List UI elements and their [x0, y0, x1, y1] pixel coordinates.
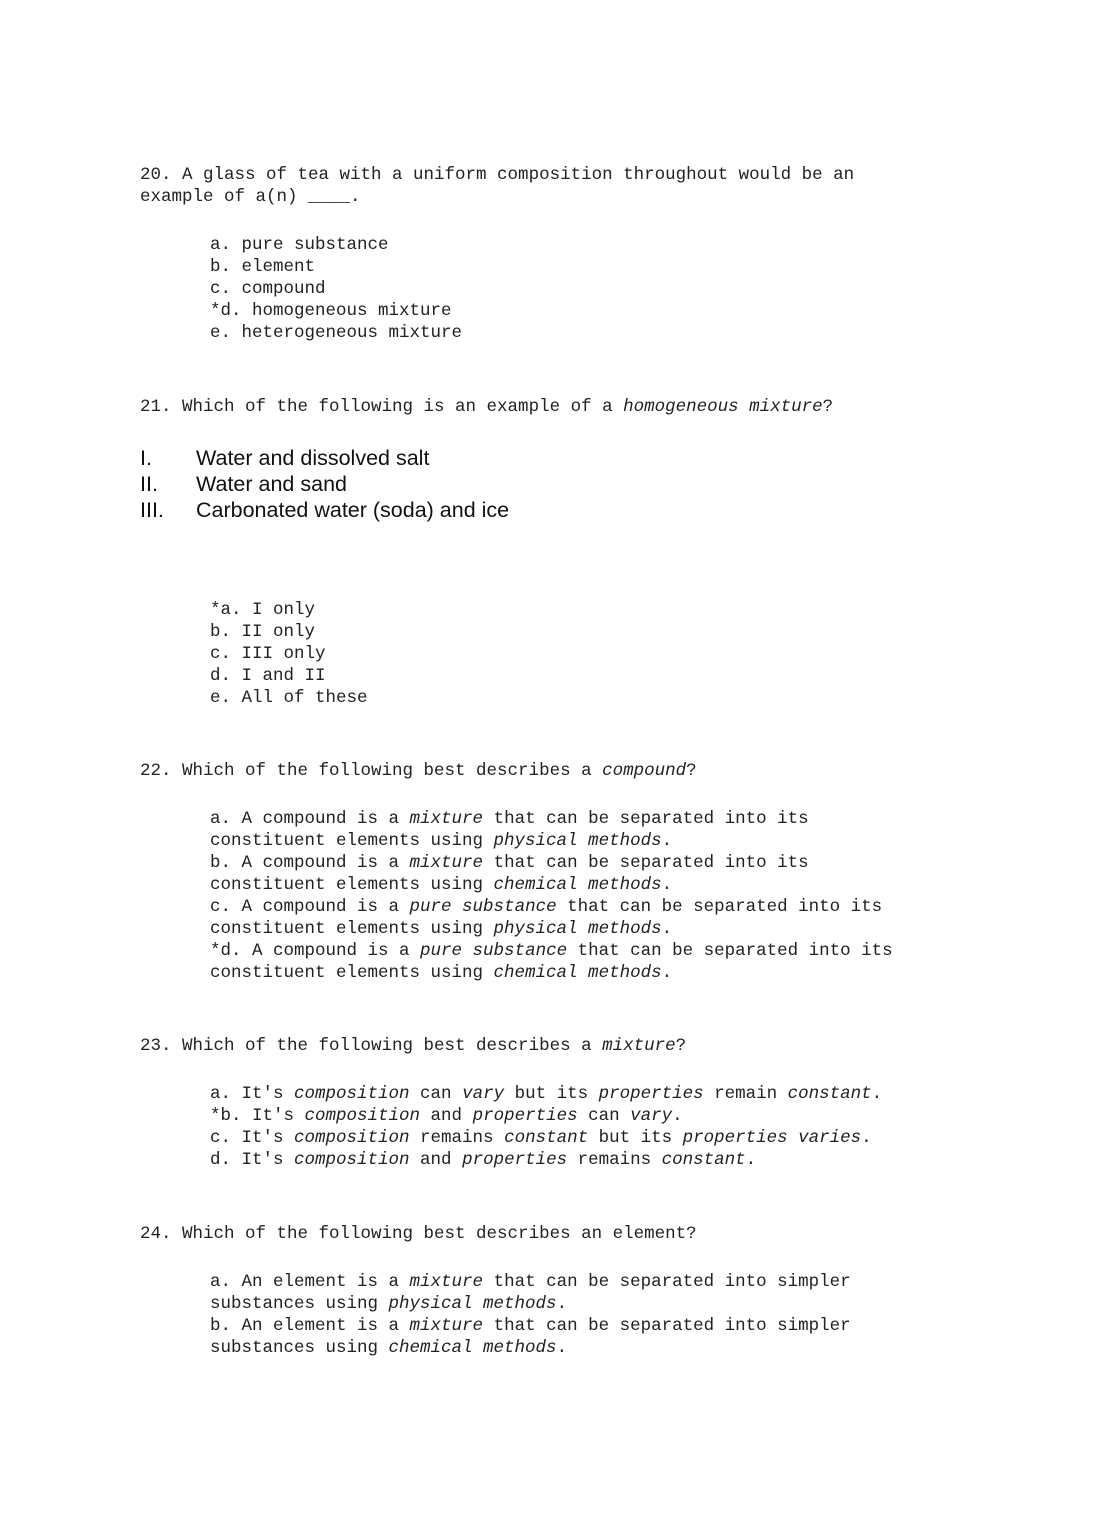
question-23-text: 23. Which of the following best describes a — [140, 1036, 603, 1056]
statement-row — [140, 471, 940, 497]
answer-option-line: constituent elements using physical methods. — [210, 919, 673, 939]
statement-number: II. — [140, 472, 158, 496]
answer-option-line: substances using physical methods. — [210, 1294, 568, 1314]
answer-option-line: constituent elements using physical methods. — [210, 831, 673, 851]
question-24-options — [210, 1271, 1070, 1359]
statement-text: Water and sand — [196, 472, 347, 496]
answer-option: b. II only — [210, 622, 316, 642]
answer-option-line: a. A compound is a mixture that can be separated into its — [210, 809, 809, 829]
question-21-suffix: ? — [822, 397, 834, 417]
question-23-suffix: ? — [675, 1036, 687, 1056]
answer-option: d. I and II — [210, 666, 326, 686]
question-20-options — [210, 234, 1070, 344]
statement-text: Carbonated water (soda) and ice — [196, 498, 510, 522]
question-20 — [140, 164, 1040, 208]
question-23-emphasis: mixture — [602, 1036, 676, 1056]
answer-option-correct: *b. It's composition and properties can vary. — [210, 1106, 683, 1126]
answer-option-correct: *d. homogeneous mixture — [210, 301, 452, 321]
question-22-text: 22. Which of the following best describes a — [140, 761, 603, 781]
question-21-text: 21. Which of the following is an example of a — [140, 397, 624, 417]
question-24-text: 24. Which of the following best describes an element? — [140, 1224, 697, 1244]
answer-option-line: b. An element is a mixture that can be separated into simpler — [210, 1316, 851, 1336]
question-22-emphasis: compound — [602, 761, 687, 781]
answer-option-line: a. An element is a mixture that can be separated into simpler — [210, 1272, 851, 1292]
answer-option: a. It's composition can vary but its properties remain constant. — [210, 1084, 883, 1104]
answer-option: e. All of these — [210, 688, 368, 708]
statement-number: I. — [140, 446, 152, 470]
answer-option-line: constituent elements using chemical methods. — [210, 875, 673, 895]
statement-row — [140, 497, 940, 523]
question-20-text-line-1: 20. A glass of tea with a uniform composition throughout would be an — [140, 165, 855, 185]
answer-option: a. pure substance — [210, 235, 389, 255]
answer-option-line: substances using chemical methods. — [210, 1338, 568, 1358]
answer-option-line: b. A compound is a mixture that can be separated into its — [210, 853, 809, 873]
question-20-text-line-2: example of a(n) ____. — [140, 187, 361, 207]
answer-option-line: c. A compound is a pure substance that can be separated into its — [210, 897, 883, 917]
question-21-emphasis: homogeneous mixture — [623, 397, 823, 417]
answer-option: c. III only — [210, 644, 326, 664]
answer-option-correct: *a. I only — [210, 600, 316, 620]
answer-option: d. It's composition and properties remains constant. — [210, 1150, 757, 1170]
statement-row — [140, 445, 940, 471]
statement-text: Water and dissolved salt — [196, 446, 430, 470]
question-23 — [140, 1035, 1040, 1057]
question-22-suffix: ? — [686, 761, 697, 781]
question-24 — [140, 1223, 1040, 1245]
question-21 — [140, 396, 1040, 418]
answer-option-correct-line: constituent elements using chemical methods. — [210, 963, 673, 983]
answer-option-correct-line: *d. A compound is a pure substance that can be separated into its — [210, 941, 893, 961]
answer-option: e. heterogeneous mixture — [210, 323, 463, 343]
answer-option: b. element — [210, 257, 316, 277]
statement-number: III. — [140, 498, 164, 522]
question-22 — [140, 760, 1040, 782]
answer-option: c. It's composition remains constant but its properties varies. — [210, 1128, 872, 1148]
question-23-options — [210, 1083, 1070, 1171]
question-21-options — [210, 599, 1070, 709]
roman-statement-list — [140, 445, 940, 523]
answer-option: c. compound — [210, 279, 326, 299]
question-22-options — [210, 808, 1070, 984]
